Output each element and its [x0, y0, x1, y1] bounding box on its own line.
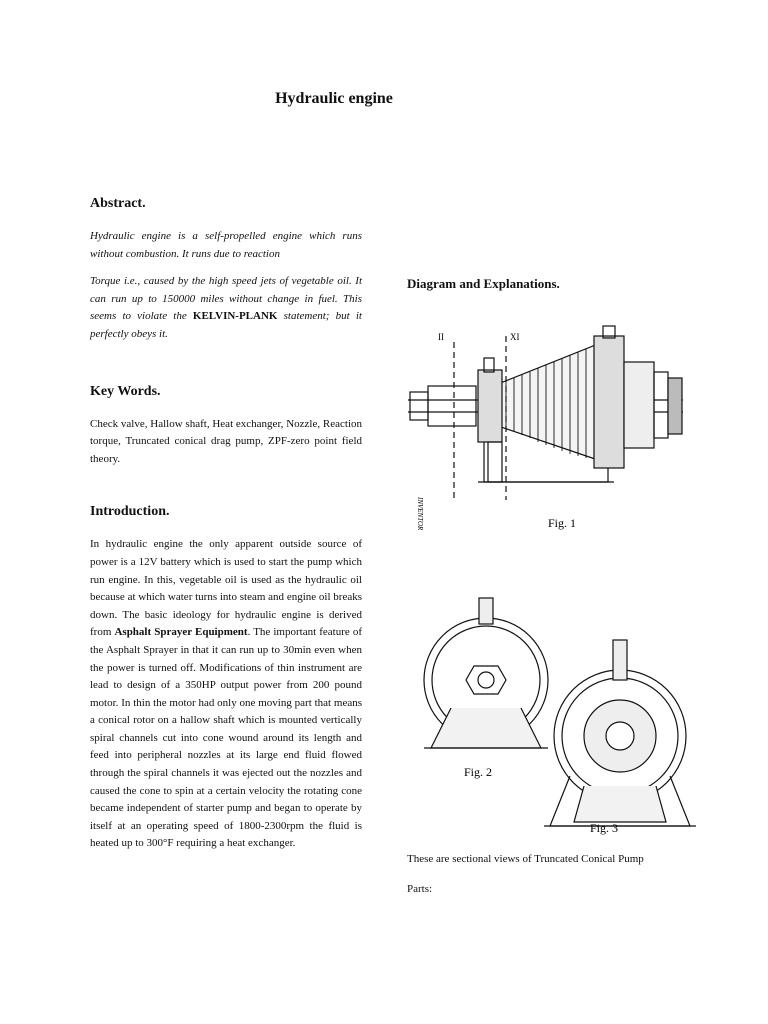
parts-label: Parts: [407, 883, 433, 895]
abstract-heading: Abstract. [90, 196, 146, 211]
fig2-caption: Fig. 2 [464, 765, 493, 779]
figure-3 [540, 636, 700, 851]
fig1-drawing [398, 322, 698, 572]
figure-1 [398, 322, 698, 577]
kelvin-plank-term: KELVIN-PLANK [192, 310, 278, 323]
abstract-paragraph-2 [90, 273, 362, 343]
intro-text-end: . The important feature of the Asphalt Sprayer in that it can run up to 30min even when the power is turned off. Modifications of thin instrument are lead to design of a 350HP output power from 200 pound motor. In thin the motor had only one moving part that means a conical rotor on a hallow shaft which is mounted vertically spiral channels cut into cone wound around its length and feed into peripheral nozzles at its large end fluid flowed through the spiral channels it was ejected out the nozzles and caused the cone to spin at a certain velocity the rotating cone became independent of starter pump and began to operate by itself at an operating speed of 1800-2300rpm the fluid is heated up to 300°F requiring a heat exchanger. [90, 626, 362, 850]
keywords-text: Check valve, Hallow shaft, Heat exchanger, Nozzle, Reaction torque, Truncated conical drag pump, ZPF-zero point field theory. [90, 417, 362, 465]
keywords-heading: Key Words. [90, 383, 161, 399]
abstract-p2-text: Torque i.e., caused by the high speed jets of vegetable oil. It can run up to 150000 miles without change in fuel. This seems to violate the [90, 275, 362, 323]
fig3-caption: Fig. 3 [590, 821, 619, 835]
introduction-heading: Introduction. [90, 504, 170, 520]
introduction-paragraph [90, 536, 362, 853]
fig1-caption: Fig. 1 [548, 516, 577, 530]
abstract-p2-end: statement; but it perfectly obeys it. [90, 310, 362, 340]
fig1-label-ii: II [438, 332, 444, 342]
diagram-heading: Diagram and Explanations. [407, 276, 560, 291]
figure-description: These are sectional views of Truncated Conical Pump [407, 853, 644, 865]
fig2-drawing [416, 588, 556, 788]
asphalt-sprayer-term: Asphalt Sprayer Equipment [114, 626, 248, 639]
abstract-paragraph-1: Hydraulic engine is a self-propelled engine which runs without combustion. It runs due to reaction [90, 230, 362, 260]
fig1-label-xi: XI [510, 332, 520, 342]
page-title: Hydraulic engine [275, 90, 393, 107]
left-column [90, 196, 362, 853]
figure-2 [416, 588, 556, 793]
svg-text:INVENTOR: INVENTOR [416, 497, 424, 531]
fig3-drawing [540, 636, 700, 846]
intro-text: In hydraulic engine the only apparent outside source of power is a 12V battery which is used to start the pump which run engine. In this, vegetable oil is used as the hydraulic oil because at which water turns into steam and engine oil breaks down. The basic ideology for hydraulic engine is derived from [90, 538, 362, 639]
